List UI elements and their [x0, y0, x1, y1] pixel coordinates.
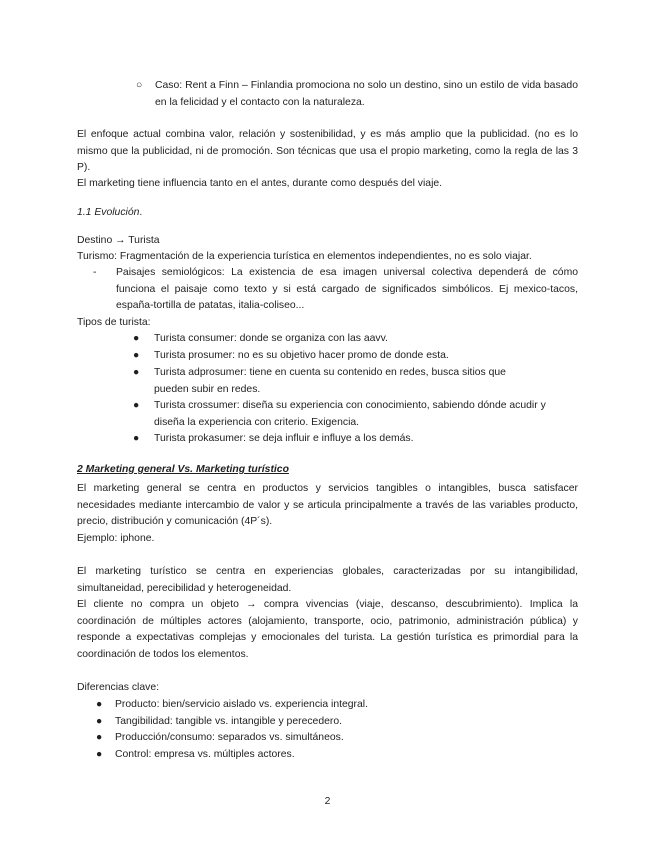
bullet-icon: ● — [133, 367, 140, 378]
diferencia-text: Control: empresa vs. múltiples actores. — [115, 749, 295, 760]
page-number: 2 — [324, 796, 331, 807]
cliente-paragraph: El cliente no compra un objeto → compra vivencias (viaje, descanso, descubrimiento). Implica la coordinación de múltiples actores (alojamiento, transporte, ocio, patrimonio, administración pública) y responde a expectativas complejas y emocionales del turista. La gestión turística es primordial para la coordinación de todos los elementos. — [77, 599, 578, 660]
heading-text: 1.1 Evolución — [77, 207, 140, 218]
bullet-icon: ● — [96, 749, 103, 760]
diferencia-list-item — [96, 747, 566, 764]
bullet-icon: ● — [133, 400, 140, 411]
bullet-icon: ● — [133, 433, 140, 444]
case-text: Caso: Rent a Finn – Finlandia promociona no solo un destino, sino un estilo de vida basado en la felicidad y el contacto con la naturaleza. — [155, 80, 578, 108]
section-heading-marketing — [77, 462, 578, 479]
tipo-text: Turista prokasumer: se deja influir e influye a los demás. — [154, 433, 414, 444]
marketing-turistico-paragraph: El marketing turístico se centra en experiencias globales, caracterizadas por su intangibilidad, simultaneidad, perecibilidad y heterogeneidad. — [77, 566, 578, 594]
diferencia-list-item — [96, 697, 566, 714]
destino-line: Destino → Turista — [77, 235, 160, 246]
intro-paragraph-2: El marketing tiene influencia tanto en el antes, durante como después del viaje. — [77, 178, 443, 189]
tipos-label: Tipos de turista: — [77, 317, 151, 328]
hollow-bullet-icon: ○ — [136, 80, 143, 91]
tipo-list-item — [133, 331, 563, 348]
diferencias-label: Diferencias clave: — [77, 682, 160, 693]
heading-text: 2 Marketing general Vs. Marketing turístico — [77, 464, 289, 475]
tipo-list-item — [133, 398, 563, 432]
tipo-list-item — [133, 431, 563, 448]
tipo-text: Turista adprosumer: tiene en cuenta su contenido en redes, busca sitios que pueden subir en redes. — [154, 367, 506, 395]
bullet-icon: ● — [96, 732, 103, 743]
bullet-icon: ● — [96, 716, 103, 727]
tipo-text: Turista consumer: donde se organiza con las aavv. — [154, 333, 388, 344]
bullet-icon: ● — [96, 699, 103, 710]
tipo-list-item — [133, 348, 563, 365]
tipo-text: Turista prosumer: no es su objetivo hacer promo de donde esta. — [154, 350, 449, 361]
tipo-text: Turista crossumer: diseña su experiencia con conocimiento, sabiendo dónde acudir y diseña la experiencia con criterio. Exigencia. — [154, 400, 546, 428]
bullet-icon: ● — [133, 333, 140, 344]
dash-bullet-icon: - — [93, 267, 97, 278]
example-line: Ejemplo: iphone. — [77, 533, 155, 544]
dash-list-item — [93, 265, 578, 315]
bullet-icon: ● — [133, 350, 140, 361]
section-heading-evolucion — [77, 205, 578, 222]
heading-period: . — [139, 207, 143, 218]
paisajes-text: Paisajes semiológicos: La existencia de esa imagen universal colectiva dependerá de cómo funciona el paisaje como texto y si está cargado de significados simbólicos. Ej mexico-tacos, españa-tortilla de patatas, italia-coliseo... — [116, 267, 578, 312]
diferencia-text: Producto: bien/servicio aislado vs. experiencia integral. — [115, 699, 368, 710]
diferencia-text: Tangibilidad: tangible vs. intangible y perecedero. — [115, 716, 343, 727]
turismo-line: Turismo: Fragmentación de la experiencia turística en elementos independientes, no es solo viajar. — [77, 251, 532, 262]
tipo-list-item — [133, 365, 563, 399]
diferencia-text: Producción/consumo: separados vs. simultáneos. — [115, 732, 344, 743]
diferencia-list-item — [96, 730, 566, 747]
intro-paragraph: El enfoque actual combina valor, relación y sostenibilidad, y es más amplio que la publicidad. (no es lo mismo que la publicidad, ni de promoción. Son técnicas que usa el propio marketing, como la regla de las 3 P). — [77, 129, 578, 174]
marketing-general-paragraph: El marketing general se centra en productos y servicios tangibles o intangibles, busca satisfacer necesidades mediante intercambio de valor y se articula principalmente a través de las variables producto, precio, distribución y comunicación (4P´s). — [77, 483, 578, 528]
diferencia-list-item — [96, 714, 566, 731]
case-list-item — [136, 78, 578, 112]
